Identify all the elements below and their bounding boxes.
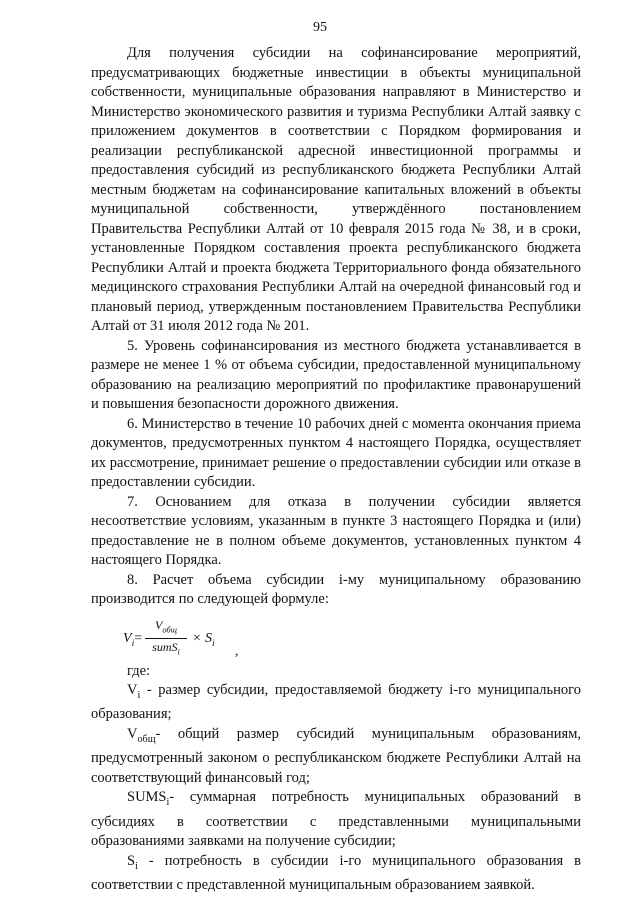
formula-factor: $S_i$ [205, 630, 215, 649]
formula-multiply: × [193, 630, 201, 646]
where-label: где: [127, 662, 151, 679]
definition-vobsch: $V_{общ}-$ общий размер субсидий муниципальным образованиям, предусмотренный законом о республиканском бюджете Республики Алтай на соответствующий финансовый год; [91, 725, 581, 786]
paragraph-application: Для получения субсидии на софинансирование мероприятий, предусматривающих бюджетные инвестиции в объекты муниципальной собственности, муниципальные образования направляют в Министерство и Министерство экономического развития и туризма Республики Алтай заявку с приложением документов в соответствии с Порядком формирования и реализации республиканской адресной инвестиционной программы и предоставления субсидий из республиканского бюджета Республики Алтай местным бюджетам на софинансирование капитальных вложений в объекты муниципальной собственности, утверждённого постановлением Правительства Республики Алтай от 10 февраля 2015 года № 38, и в сроки, установленные Порядком составления проекта республиканского бюджета Республики Алтай и проекта бюджета Территориального фонда обязательного медицинского страхования Республики Алтай на очередной финансовый год и плановый период, утвержденным постановлением Правительства Республики Алтай от 31 июля 2012 года № 201. [91, 45, 581, 334]
paragraph-6: 6. Министерство в течение 10 рабочих дней с момента окончания приема документов, предусмотренных пунктом 4 настоящего Порядка, осуществляет их рассмотрение, принимает решение о предоставлении субсидии или отказе в предоставлении субсидии. [91, 415, 581, 490]
formula-denominator: sumS$_i$ [152, 639, 180, 657]
formula-comma: , [235, 643, 239, 659]
definition-vi: $V_i$ - размер субсидии, предоставляемой бюджету i-го муниципального образования; [91, 682, 581, 723]
paragraph-8: 8. Расчет объема субсидии i-му муниципальному образованию производится по следующей формуле: [91, 571, 581, 607]
formula-numerator: $V_{общ}$ [145, 618, 187, 639]
paragraph-5: 5. Уровень софинансирования из местного бюджета устанавливается в размере не менее 1 % от объема субсидии, предоставленной муниципальному образованию на реализацию мероприятий по профилактике правонарушений и повышения безопасности дорожного движения. [91, 337, 581, 412]
formula-lhs: $V_i=$ [123, 630, 143, 649]
page-number: 95 [313, 20, 327, 35]
definition-sumsi: $SUMS_i-$ суммарная потребность муниципальных образований в субсидиях в соответствии с представленными муниципальными образованиями заявками на получение субсидии; [91, 789, 581, 850]
formula-fraction [145, 618, 187, 660]
document-body [91, 44, 581, 896]
paragraph-7: 7. Основанием для отказа в получении субсидии является несоответствие условиям, указанным в пункте 3 настоящего Порядка и (или) предоставление не в полном объеме документов, установленных пунктом 4 настоящего Порядка. [91, 493, 581, 568]
subsidy-formula [123, 618, 581, 658]
definition-si: $S_i$ - потребность в субсидии i-го муниципального образования в соответствии с представленной муниципальным образованием заявкой. [91, 852, 581, 894]
